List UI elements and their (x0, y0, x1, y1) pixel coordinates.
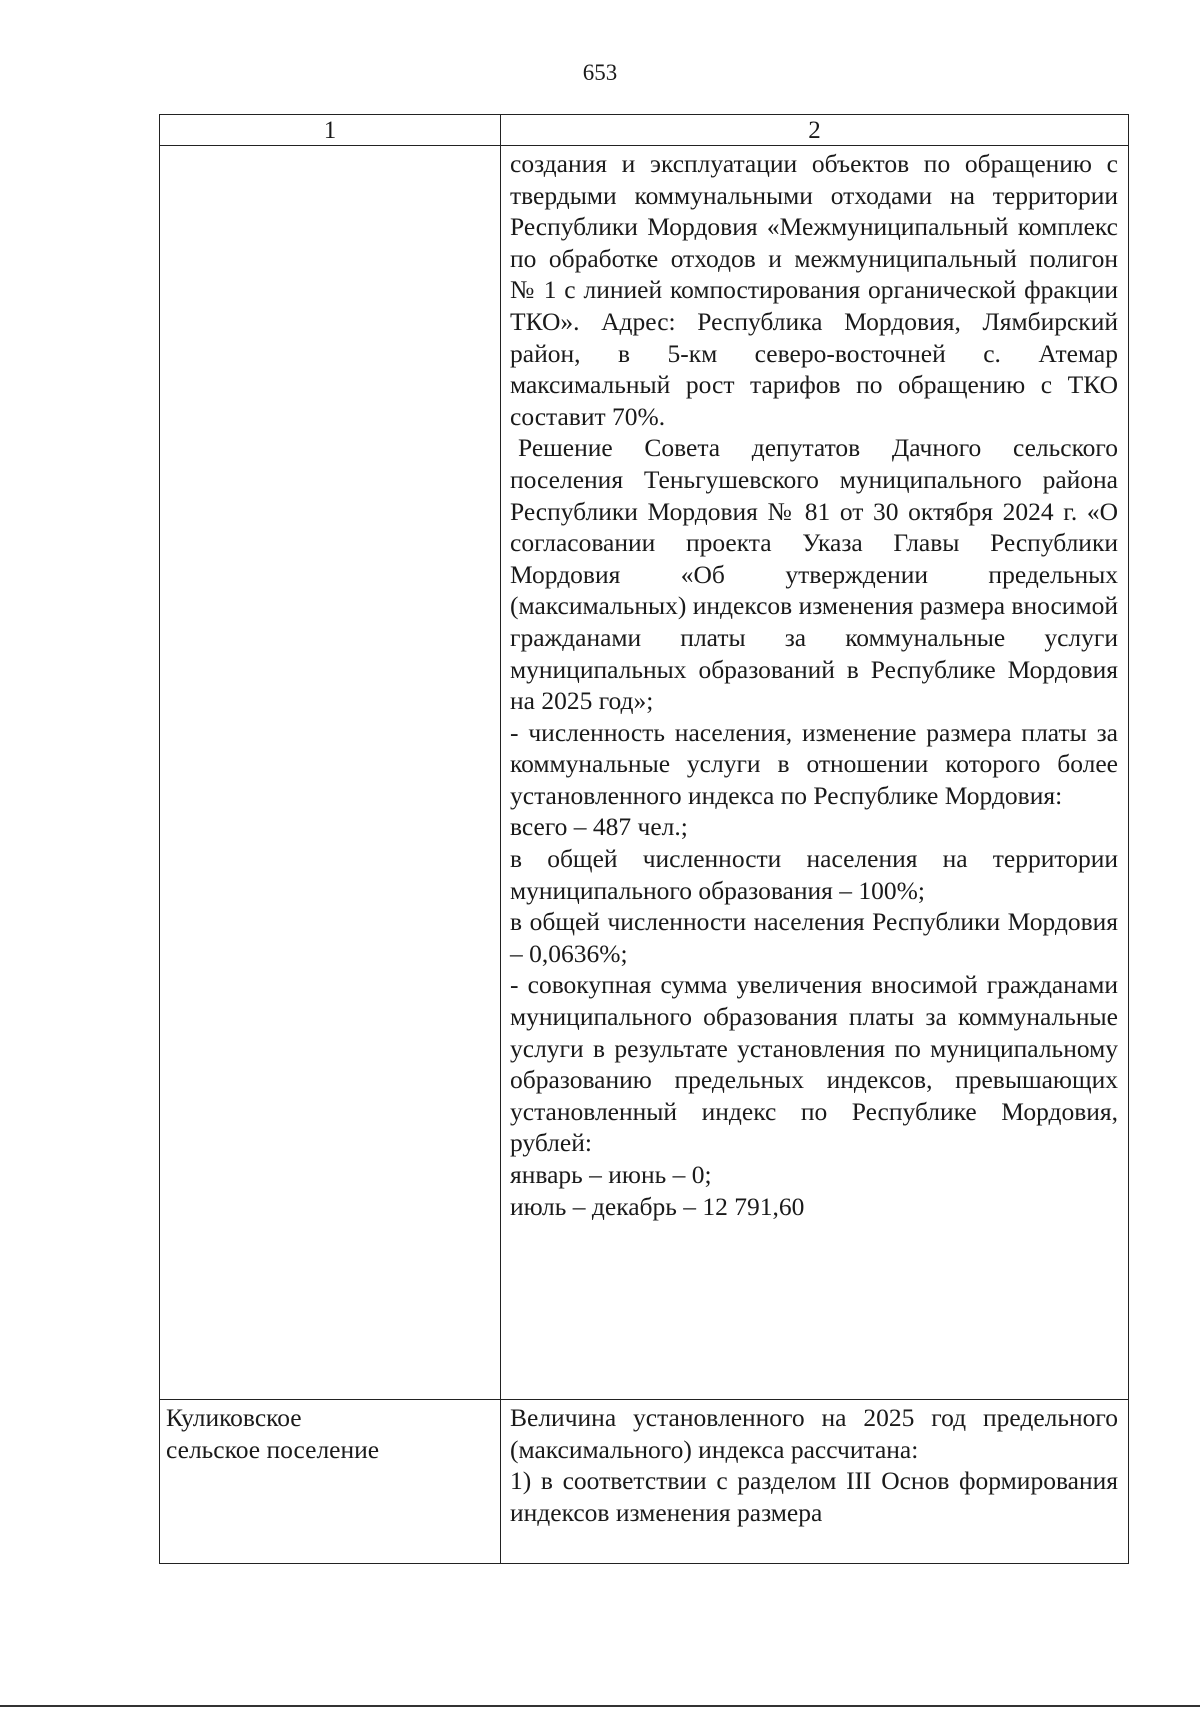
paragraph-council-decision: Решение Совета депутатов Дачного сельского поселения Теньгушевского муниципального района Республики Мордовия № 81 от 30 октября 2024 г. «О согласовании проекта Указа Главы Республики Мордовия «Об утверждении предельных (максимальных) индексов изменения размера вносимой гражданами платы за коммунальные услуги муниципальных образований в Республике Мордовия на 2025 год»; (510, 433, 1118, 716)
row-divider (160, 1399, 1128, 1400)
scan-bottom-edge (0, 1705, 1200, 1707)
paragraph-population-header: - численность населения, изменение размера платы за коммунальные услуги в отношении которого более установленного индекса по Республике Мордовия: (510, 717, 1118, 810)
paragraph-total-increase-header: - совокупная сумма увеличения вносимой гражданами муниципального образования платы за коммунальные услуги в результате установления по муниципальному образованию предельных индексов, превышающих установленный индекс по Республике Мордовия, рублей: (510, 970, 1118, 1158)
row-2-description-cell (510, 1402, 1118, 1528)
header-row-divider (160, 145, 1128, 146)
column-divider (500, 115, 501, 1563)
paragraph-jan-jun: январь – июнь – 0; (510, 1160, 712, 1189)
municipality-name-line-1: Куликовское (166, 1403, 302, 1432)
paragraph-index-calculated: Величина установленного на 2025 год предельного (максимального) индекса рассчитана: (510, 1403, 1118, 1464)
row-1-description-cell (510, 148, 1118, 1222)
paragraph-jul-dec: июль – декабрь – 12 791,60 (510, 1191, 805, 1221)
paragraph-population-share-municipal: в общей численности населения на территории муниципального образования – 100%; (510, 844, 1118, 905)
paragraph-landfill-project: создания и эксплуатации объектов по обращению с твердыми коммунальными отходами на территории Республики Мордовия «Межмуниципальный комплекс по обработке отходов и межмуниципальный полигон № 1 с линией компостирования органической фракции ТКО». Адрес: Республика Мордовия, Лямбирский район, в 5-км северо-восточней с. Атемар максимальный рост тарифов по обращению с ТКО составит 70%. (510, 149, 1118, 431)
document-table (159, 114, 1129, 1564)
column-header-2: 2 (808, 117, 821, 144)
row-2-municipality-cell (166, 1402, 486, 1465)
municipality-name-line-2: сельское поселение (166, 1434, 380, 1464)
paragraph-section-three: 1) в соответствии с разделом III Основ формирования индексов изменения размера (510, 1466, 1118, 1527)
paragraph-population-total: всего – 487 чел.; (510, 812, 688, 842)
column-header-1: 1 (323, 117, 337, 144)
paragraph-population-share-republic: в общей численности населения Республики Мордовия – 0,0636%; (510, 907, 1118, 968)
page-number: 653 (582, 60, 618, 85)
